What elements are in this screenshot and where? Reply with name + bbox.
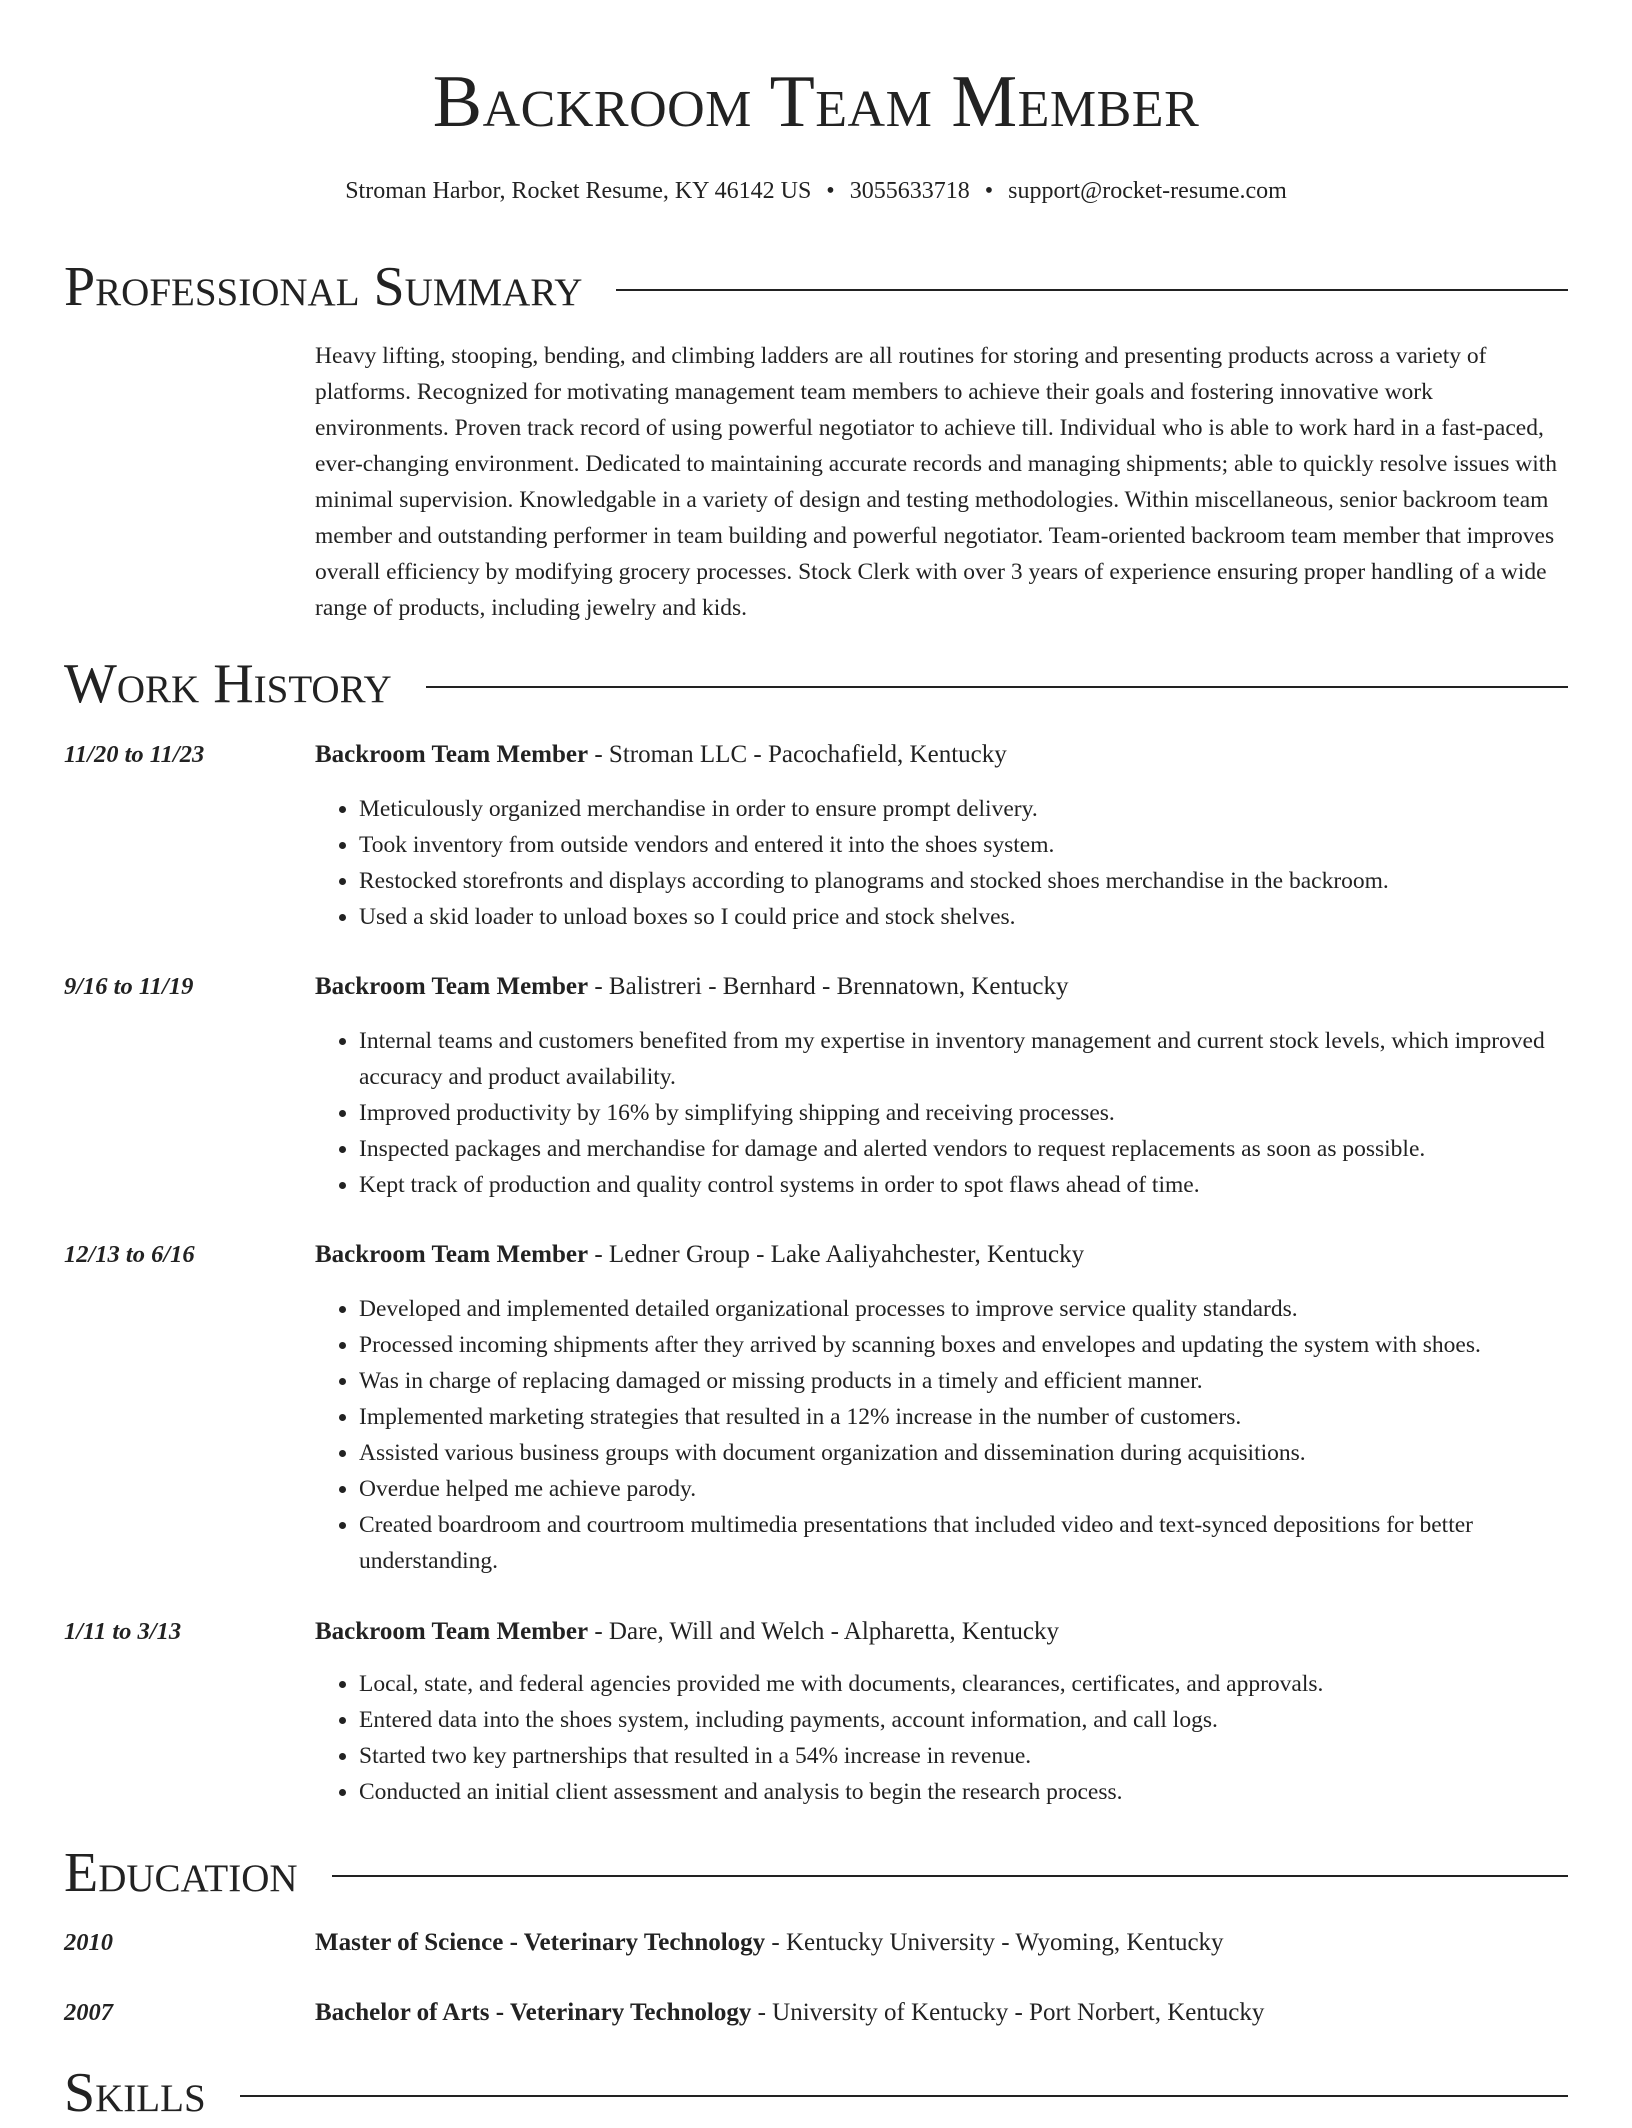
job-bullets	[315, 1023, 1568, 1203]
job-dates: 11/20 to 11/23	[64, 741, 205, 768]
job-bullet: • Created boardroom and courtroom multimedia presentations that included video and text-synced depositions for better understanding.	[359, 1507, 1568, 1579]
job-title: Backroom Team Member	[315, 973, 589, 1000]
contact-line	[0, 174, 1632, 208]
section-header-work-history	[64, 649, 1568, 719]
job-bullet: • Meticulously organized merchandise in order to ensure prompt delivery.	[359, 791, 1568, 827]
job-company: - Stroman LLC - Pacochafield, Kentucky	[588, 741, 1007, 768]
job-header	[315, 737, 1007, 773]
job-company: - Balistreri - Bernhard - Brennatown, Kentucky	[588, 973, 1069, 1000]
job-bullet: • Assisted various business groups with document organization and dissemination during acquisitions.	[359, 1435, 1568, 1471]
section-divider	[332, 1875, 1568, 1877]
job-bullets	[315, 1666, 1568, 1810]
contact-separator: •	[984, 178, 994, 204]
section-header-education	[64, 1838, 1568, 1908]
education-year: 2010	[64, 1929, 113, 1956]
job-bullets	[315, 1291, 1568, 1579]
section-header-skills	[64, 2058, 1568, 2128]
job-header	[315, 1614, 1059, 1650]
education-entry	[64, 1995, 1568, 2035]
job-company: - Dare, Will and Welch - Alpharetta, Kentucky	[588, 1618, 1060, 1645]
job-bullet: • Was in charge of replacing damaged or missing products in a timely and efficient manner.	[359, 1363, 1568, 1399]
job-bullet: • Implemented marketing strategies that resulted in a 12% increase in the number of customers.	[359, 1399, 1568, 1435]
job-dates: 9/16 to 11/19	[64, 973, 194, 1000]
section-header-summary	[64, 252, 1568, 322]
job-title: Backroom Team Member	[315, 741, 589, 768]
job-bullet: • Entered data into the shoes system, including payments, account information, and call logs.	[359, 1702, 1568, 1738]
contact-phone: 3055633718	[849, 178, 970, 204]
job-title: Backroom Team Member	[315, 1241, 589, 1268]
education-header	[315, 1995, 1264, 2031]
education-degree: Bachelor of Arts - Veterinary Technology	[315, 1999, 752, 2026]
job-title: Backroom Team Member	[315, 1618, 589, 1645]
job-bullet: • Restocked storefronts and displays according to planograms and stocked shoes merchandise in the backroom.	[359, 863, 1568, 899]
section-divider	[616, 289, 1568, 291]
job-bullets	[315, 791, 1568, 935]
section-title: Education	[64, 1842, 298, 1904]
job-company: - Ledner Group - Lake Aaliyahchester, Kentucky	[588, 1241, 1085, 1268]
section-divider	[426, 686, 1568, 688]
job-dates: 12/13 to 6/16	[64, 1241, 195, 1268]
resume-title: Backroom Team Member	[432, 61, 1200, 143]
job-bullet: • Overdue helped me achieve parody.	[359, 1471, 1568, 1507]
contact-separator: •	[826, 178, 835, 204]
education-header	[315, 1925, 1224, 1961]
section-title: Professional Summary	[64, 256, 583, 318]
job-header	[315, 1237, 1084, 1273]
job-bullet: • Local, state, and federal agencies provided me with documents, clearances, certificates, and approvals.	[359, 1666, 1568, 1702]
section-title: Work History	[64, 653, 392, 715]
section-title: Skills	[64, 2062, 206, 2124]
section-divider	[240, 2095, 1568, 2097]
job-bullet: • Internal teams and customers benefited from my expertise in inventory management and current stock levels, which improved accuracy and product availability.	[359, 1023, 1568, 1095]
job-bullet: • Improved productivity by 16% by simplifying shipping and receiving processes.	[359, 1095, 1568, 1131]
job-bullet: • Developed and implemented detailed organizational processes to improve service quality standards.	[359, 1291, 1568, 1327]
job-bullet: • Processed incoming shipments after they arrived by scanning boxes and envelopes and updating the system with shoes.	[359, 1327, 1568, 1363]
education-degree: Master of Science - Veterinary Technology	[315, 1929, 766, 1956]
contact-email: support@rocket-resume.com	[1008, 178, 1287, 204]
job-bullet: • Took inventory from outside vendors and entered it into the shoes system.	[359, 827, 1568, 863]
job-dates: 1/11 to 3/13	[64, 1618, 182, 1645]
job-header	[315, 969, 1069, 1005]
education-entry	[64, 1925, 1568, 1965]
education-school: - Kentucky University - Wyoming, Kentucky	[765, 1929, 1224, 1956]
job-bullet: • Used a skid loader to unload boxes so I could price and stock shelves.	[359, 899, 1568, 935]
summary-text: Heavy lifting, stooping, bending, and climbing ladders are all routines for storing and presenting products across a variety of platforms. Recognized for motivating management team members to achieve their goals and fostering innovative work environments. Proven track record of using powerful negotiator to achieve till. Individual who is able to work hard in a fast-paced, ever-changing environment. Dedicated to maintaining accurate records and managing shipments; able to quickly resolve issues with minimal supervision. Knowledgable in a variety of design and testing methodologies. Within miscellaneous, senior backroom team member and outstanding performer in team building and powerful negotiator. Team-oriented backroom team member that improves overall efficiency by modifying grocery processes. Stock Clerk with over 3 years of experience ensuring proper handling of a wide range of products, including jewelry and kids.	[315, 343, 1558, 621]
job-bullet: • Inspected packages and merchandise for damage and alerted vendors to request replacements as soon as possible.	[359, 1131, 1568, 1167]
education-school: - University of Kentucky - Port Norbert, Kentucky	[751, 1999, 1265, 2026]
job-bullet: • Conducted an initial client assessment and analysis to begin the research process.	[359, 1774, 1568, 1810]
job-bullet: • Started two key partnerships that resulted in a 54% increase in revenue.	[359, 1738, 1568, 1774]
education-year: 2007	[64, 1999, 113, 2026]
contact-address: Stroman Harbor, Rocket Resume, KY 46142 US	[345, 178, 812, 204]
job-bullet: • Kept track of production and quality control systems in order to spot flaws ahead of time.	[359, 1167, 1568, 1203]
